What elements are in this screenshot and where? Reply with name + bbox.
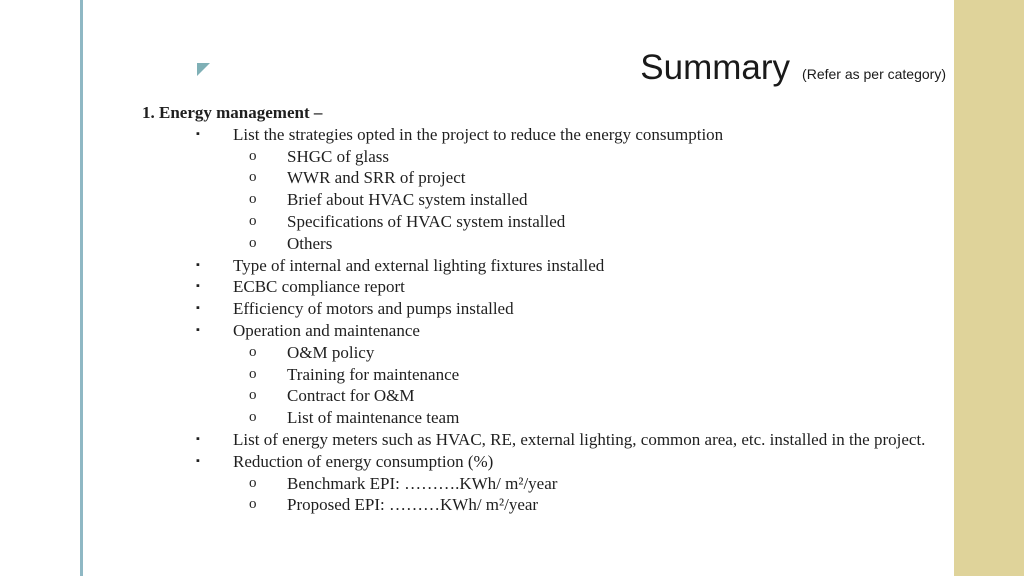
section-heading: 1. Energy management – [142, 103, 323, 122]
item-text: List of energy meters such as HVAC, RE, external lighting, common area, etc. installed in the project. [233, 429, 926, 449]
item-text: Specifications of HVAC system installed [287, 211, 566, 231]
circle-bullet-icon: o [249, 496, 257, 513]
bullet-item [142, 429, 942, 451]
square-bullet-icon: ▪ [196, 432, 200, 445]
item-text: List of maintenance team [287, 408, 460, 428]
circle-bullet-icon: o [249, 147, 257, 164]
item-text: SHGC of glass [287, 146, 390, 166]
bullet-item [142, 255, 942, 277]
bullet-item [142, 298, 942, 320]
item-text: Reduction of energy consumption (%) [233, 451, 494, 471]
square-bullet-icon: ▪ [196, 323, 200, 336]
circle-bullet-icon: o [249, 474, 257, 491]
corner-triangle-icon [197, 63, 210, 76]
item-text: List the strategies opted in the project to reduce the energy consumption [233, 124, 724, 144]
circle-bullet-icon: o [249, 343, 257, 360]
energy-management-section [142, 102, 942, 516]
sub-item [142, 167, 942, 189]
right-accent-band [954, 0, 1024, 576]
item-text: Training for maintenance [287, 364, 460, 384]
bullet-item [142, 320, 942, 342]
sub-item [142, 342, 942, 364]
square-bullet-icon: ▪ [196, 454, 200, 467]
item-text: Operation and maintenance [233, 320, 420, 340]
circle-bullet-icon: o [249, 387, 257, 404]
circle-bullet-icon: o [249, 409, 257, 426]
square-bullet-icon: ▪ [196, 258, 200, 271]
sub-item [142, 494, 942, 516]
circle-bullet-icon: o [249, 169, 257, 186]
sub-item [142, 233, 942, 255]
sub-item [142, 407, 942, 429]
item-text: O&M policy [287, 342, 375, 362]
item-text: Brief about HVAC system installed [287, 190, 528, 210]
bullet-item [142, 276, 942, 298]
circle-bullet-icon: o [249, 191, 257, 208]
circle-bullet-icon: o [249, 365, 257, 382]
item-text: ECBC compliance report [233, 277, 405, 297]
item-text: Proposed EPI: ………KWh/ m²/year [287, 495, 539, 515]
sub-item [142, 385, 942, 407]
sub-item [142, 146, 942, 168]
bullet-item [142, 124, 942, 146]
sub-item [142, 189, 942, 211]
item-text: Benchmark EPI: ……….KWh/ m²/year [287, 473, 558, 493]
circle-bullet-icon: o [249, 212, 257, 229]
square-bullet-icon: ▪ [196, 302, 200, 315]
page-subtitle: (Refer as per category) [802, 66, 946, 82]
square-bullet-icon: ▪ [196, 127, 200, 140]
left-accent-rule [80, 0, 83, 576]
item-text: Type of internal and external lighting fixtures installed [233, 255, 605, 275]
sub-item [142, 364, 942, 386]
bullet-item [142, 451, 942, 473]
square-bullet-icon: ▪ [196, 280, 200, 293]
item-text: Others [287, 233, 333, 253]
item-text: Contract for O&M [287, 386, 415, 406]
item-text: WWR and SRR of project [287, 168, 466, 188]
circle-bullet-icon: o [249, 234, 257, 251]
item-text: Efficiency of motors and pumps installed [233, 299, 514, 319]
page-title: Summary [640, 48, 791, 87]
sub-item [142, 211, 942, 233]
sub-item [142, 473, 942, 495]
item-list [142, 124, 942, 516]
title-row [640, 48, 946, 88]
